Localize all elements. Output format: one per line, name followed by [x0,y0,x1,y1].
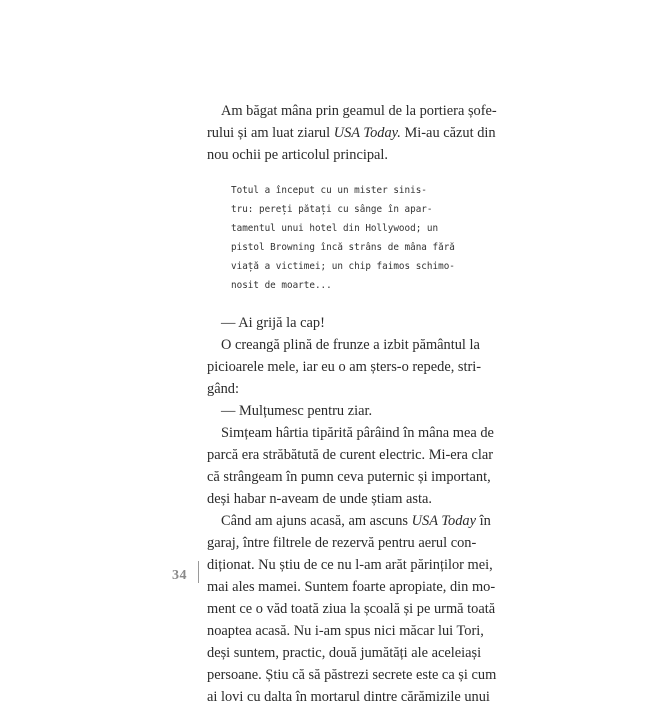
newspaper-title: USA Today. [333,125,401,141]
paragraph-3-line-1: O creangă plină de frunze a izbit pământul la [221,337,480,353]
paragraph-1-line-1: Am băgat mâna prin geamul de la portiera șofe- [221,103,497,119]
paragraph-6-line-7: deși suntem, practic, două jumătăți ale aceleiași [207,645,482,661]
paragraph-2-line-1: — Ai grijă la cap! [221,315,325,331]
page-number-divider [198,561,199,583]
paragraph-3-line-2: picioarele mele, iar eu o am șters-o repede, stri- [207,359,482,375]
article-excerpt [207,181,461,295]
paragraph-6-line-9: ai lovi cu dalta în mortarul dintre cărămizile unui [207,689,490,705]
page-number: 34 [172,568,187,583]
paragraph-5-line-2: parcă era străbătută de curent electric. Mi-era clar [207,447,494,463]
paragraph-6-line-8: persoane. Știu că să păstrezi secrete este ca și cum [207,667,497,683]
excerpt-line: Totul a început cu un mister sinis- [231,185,427,196]
paragraph-1-text: Mi-au căzut din [400,125,496,141]
excerpt-line: tamentul unui hotel din Hollywood; un [231,223,439,234]
excerpt-line: tru: pereți pătați cu sânge în apar- [231,204,433,215]
paragraph-6-line-4: mai ales mamei. Suntem foarte apropiate, din mo- [207,579,496,595]
paragraph-6-text: Când am ajuns acasă, am ascuns [221,513,412,529]
paragraph-6-line-6: noaptea acasă. Nu i-am spus nici măcar lui Tori, [207,623,484,639]
paragraph-4-line-1: — Mulțumesc pentru ziar. [221,403,373,419]
paragraph-6-line-1 [207,510,491,532]
paragraph-5-line-3: că strângeam în pumn ceva puternic și important, [207,469,491,485]
paragraph-1-line-2 [207,122,496,144]
excerpt-line: viață a victimei; un chip faimos schimo- [231,261,455,272]
paragraph-3-line-3: gând: [207,381,239,397]
paragraph-6-line-3: diționat. Nu știu de ce nu l-am arăt părinților mei, [207,557,493,573]
body-text [207,100,497,708]
newspaper-title: USA Today [411,513,476,529]
excerpt-line: pistol Browning încă strâns de mâna fără [231,242,455,253]
excerpt-line: nosit de moarte... [231,280,332,291]
paragraph-6-text: în [476,513,491,529]
paragraph-6-line-2: garaj, între filtrele de rezervă pentru aerul con- [207,535,477,551]
paragraph-5-line-1: Simțeam hârtia tipărită pârâind în mâna mea de [221,425,494,441]
paragraph-1-text: rului și am luat ziarul [207,125,334,141]
paragraph-6-line-5: ment ce o văd toată ziua la școală și pe urmă toată [207,601,496,617]
paragraph-1-line-3: nou ochii pe articolul principal. [207,147,389,163]
paragraph-5-line-4: deși habar n-aveam de unde știam asta. [207,491,432,507]
